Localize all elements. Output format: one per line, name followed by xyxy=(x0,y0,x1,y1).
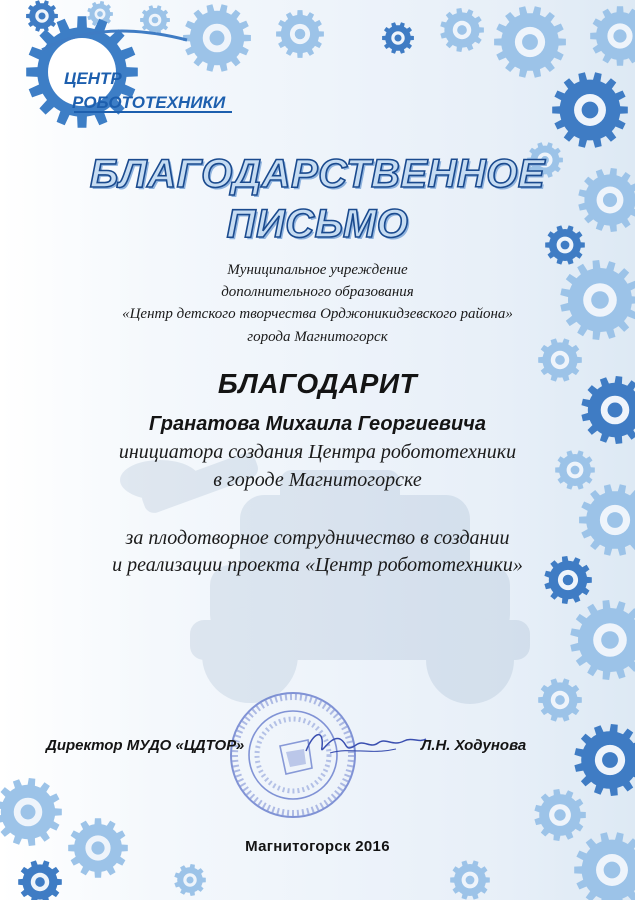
signatory-position: Директор МУДО «ЦДТОР» xyxy=(46,737,245,754)
title-line-2: ПИСЬМО xyxy=(226,202,409,246)
recipient-role-line-1: инициатора создания Центра робототехники xyxy=(118,441,517,463)
thanks-heading: БЛАГОДАРИТ xyxy=(217,368,418,399)
gear-7-icon xyxy=(440,8,484,52)
gear-23-icon xyxy=(534,789,585,841)
gear-27-icon xyxy=(18,860,62,900)
center-robotics-logo-icon xyxy=(22,10,247,132)
gear-5-icon xyxy=(276,10,324,58)
gear-9-icon xyxy=(590,6,635,66)
institution-line-1: Муниципальное учреждение xyxy=(227,262,408,278)
svg-text:ЦЕНТР: ЦЕНТР xyxy=(64,69,122,88)
signatory-name: Л.Н. Ходунова xyxy=(421,737,527,754)
recipient-role-line-2: в городе Магнитогорске xyxy=(213,469,422,491)
gear-28-icon xyxy=(174,864,206,896)
institution-line-2: дополнительного образования xyxy=(221,284,414,300)
reason-line-1: за плодотворное сотрудничество в создании xyxy=(125,527,510,549)
place-and-year: Магнитогорск 2016 xyxy=(245,838,390,855)
institution-line-3: «Центр детского творчества Орджоникидзевского района» xyxy=(122,306,513,322)
gear-22-icon xyxy=(574,724,635,796)
gear-21-icon xyxy=(538,678,582,721)
gear-6-icon xyxy=(382,22,414,53)
gear-8-icon xyxy=(494,6,566,77)
svg-text:РОБОТОТЕХНИКИ: РОБОТОТЕХНИКИ xyxy=(72,93,226,112)
reason-line-2: и реализации проекта «Центр робототехники» xyxy=(112,554,523,576)
recipient-name: Гранатова Михаила Георгиевича xyxy=(149,413,486,435)
gear-10-icon xyxy=(552,72,628,147)
institution-line-4: города Магнитогорск xyxy=(247,329,388,345)
title-line-1: БЛАГОДАРСТВЕННОЕ xyxy=(89,152,546,196)
handwritten-signature-icon xyxy=(300,723,430,763)
gear-29-icon xyxy=(450,860,490,899)
gear-25-icon xyxy=(0,778,62,846)
gear-20-icon xyxy=(570,600,635,680)
